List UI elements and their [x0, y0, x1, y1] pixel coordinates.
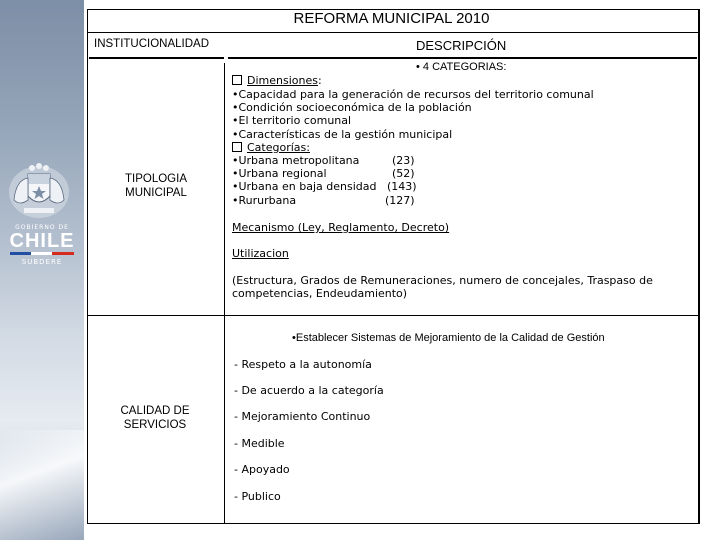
estructura-line2: competencias, Endeudamiento)	[232, 287, 408, 300]
category-name: •Rururbana	[232, 194, 297, 207]
dimensiones-title: Dimensiones	[247, 74, 318, 87]
checkbox-square-icon	[232, 75, 242, 85]
page-title: REFORMA MUNICIPAL 2010	[293, 10, 490, 27]
category-count: (52)	[392, 167, 415, 180]
mountain-backdrop	[0, 430, 84, 540]
utilizacion-text: Utilizacion	[232, 247, 289, 260]
header-descripcion: DESCRIPCIÓN	[416, 38, 507, 53]
categorias-title: Categorías:	[247, 141, 310, 154]
tipologia-label-line2: MUNICIPAL	[125, 187, 187, 199]
flag-stripe	[10, 252, 74, 255]
tipologia-label	[116, 172, 196, 200]
dimensiones-heading	[232, 74, 322, 88]
tipologia-label-line1: TIPOLOGIA	[125, 173, 187, 185]
header-institucionalidad: INSTITUCIONALIDAD	[94, 38, 210, 50]
dimension-item: •Características de la gestión municipal	[232, 128, 453, 141]
dimension-item: •Condición socioeconómica de la población	[232, 101, 472, 114]
calidad-label-line1: CALIDAD DE	[120, 405, 190, 417]
coat-of-arms-icon	[6, 160, 72, 222]
calidad-item: - Medible	[234, 437, 285, 450]
category-name: •Urbana metropolitana	[232, 154, 360, 167]
calidad-item: - De acuerdo a la categoría	[234, 384, 384, 397]
chile-label: CHILE	[9, 230, 75, 252]
calidad-item: - Publico	[234, 490, 281, 503]
sidebar-banner	[0, 0, 84, 540]
categorias-heading: • 4 CATEGORIAS:	[416, 61, 507, 73]
dimension-item: •El territorio comunal	[232, 114, 352, 127]
calidad-heading: •Establecer Sistemas de Mejoramiento de la Calidad de Gestión	[292, 332, 605, 344]
calidad-item: - Respeto a la autonomía	[234, 358, 372, 371]
reform-table	[84, 0, 720, 540]
checkbox-square-icon	[232, 142, 242, 152]
calidad-item: - Mejoramiento Continuo	[234, 410, 371, 423]
dimension-item: •Capacidad para la generación de recursos del territorio comunal	[232, 88, 594, 101]
category-count: (127)	[385, 194, 415, 207]
category-name: •Urbana en baja densidad	[232, 180, 377, 193]
categorias-subheading	[232, 141, 310, 155]
gobierno-label: GOBIERNO DE	[15, 224, 69, 231]
calidad-label	[110, 404, 200, 432]
category-count: (143)	[387, 180, 417, 193]
calidad-label-line2: SERVICIOS	[123, 419, 187, 431]
category-name: •Urbana regional	[232, 167, 327, 180]
calidad-item: - Apoyado	[234, 463, 290, 476]
dimensiones-colon: :	[317, 74, 322, 87]
subdere-label: SUBDERE	[21, 258, 63, 266]
category-count: (23)	[392, 154, 415, 167]
mecanismo-text: Mecanismo (Ley, Reglamento, Decreto)	[232, 221, 450, 234]
estructura-line1: (Estructura, Grados de Remuneraciones, numero de concejales, Traspaso de	[232, 274, 653, 287]
